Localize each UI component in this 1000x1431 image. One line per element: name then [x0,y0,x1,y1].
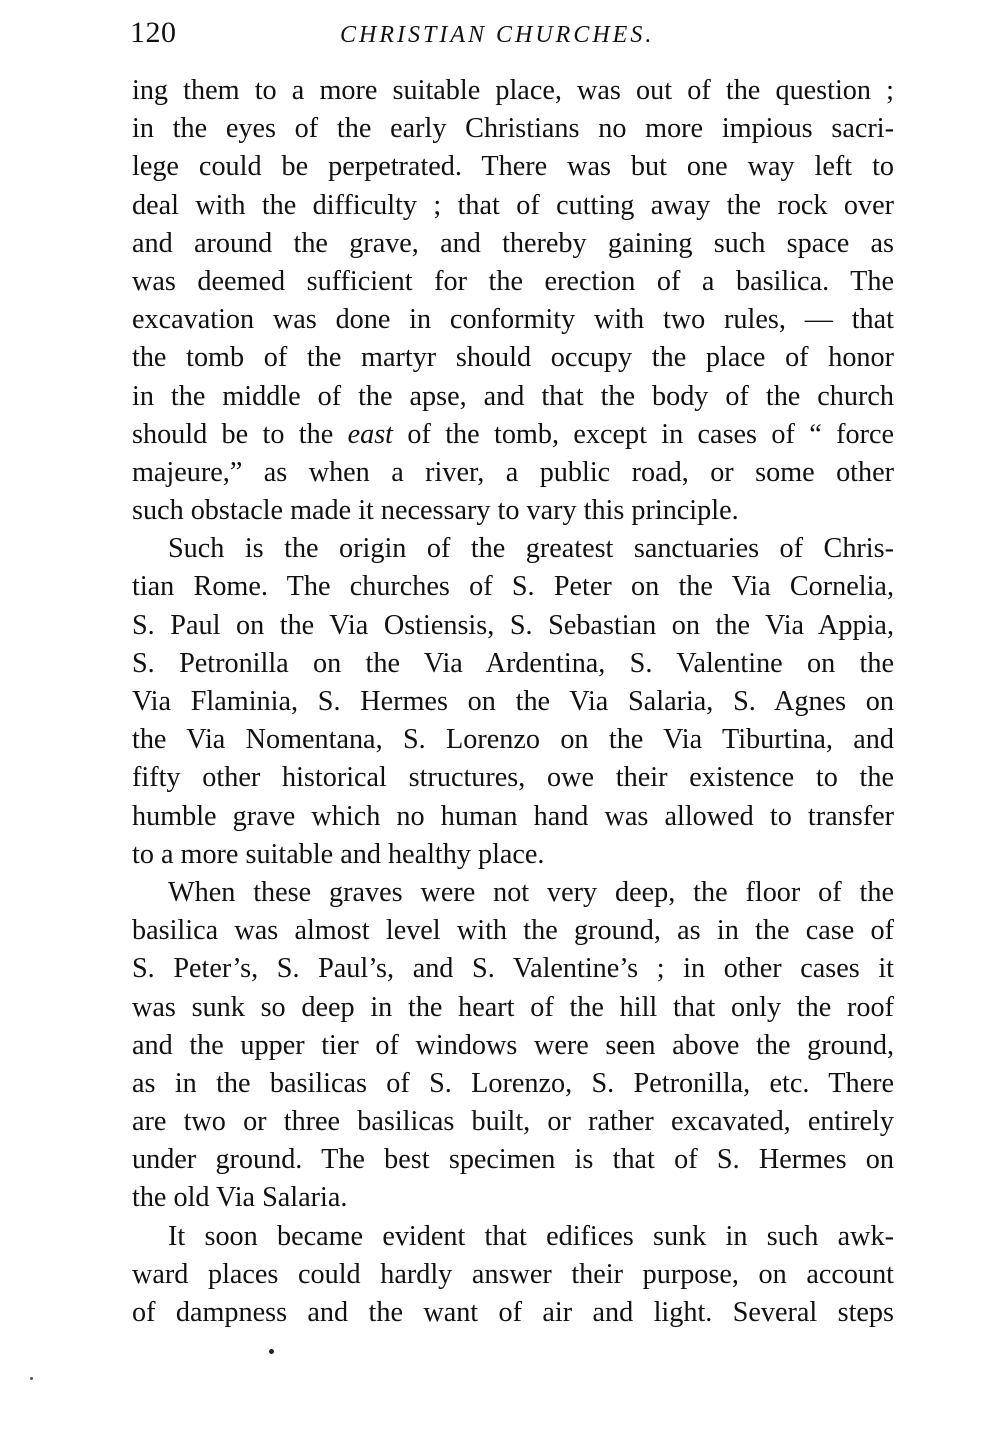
text-line: and around the grave, and thereby gaining such space as [132,227,894,259]
text-line: to a more suitable and healthy place. [132,838,545,870]
text-line: of dampness and the want of air and light. Several steps [132,1297,894,1328]
text-line: was deemed sufficient for the erection of a basilica. The [132,265,894,297]
text-line: under ground. The best specimen is that of S. Hermes on [132,1144,894,1176]
text-line: the tomb of the martyr should occupy the place of honor [132,342,894,374]
text-line: fifty other historical structures, owe their existence to the [132,762,894,794]
text-segment: should be to the [132,418,348,450]
text-segment: of the tomb, except in cases of “ force [393,418,894,450]
page-header [130,16,900,60]
text-line: in the eyes of the early Christians no more impious sacri- [132,113,894,145]
text-line: excavation was done in conformity with two rules, — that [132,304,894,336]
text-line: S. Petronilla on the Via Ardentina, S. Valentine on the [132,647,894,679]
body-text [132,72,894,1332]
text-line: Via Flaminia, S. Hermes on the Via Salaria, S. Agnes on [132,686,894,717]
text-line-with-emphasis [132,416,894,454]
text-line: the Via Nomentana, S. Lorenzo on the Via Tiburtina, and [132,724,894,756]
text-line: such obstacle made it necessary to vary this principle. [132,495,739,527]
paragraph-3 [132,874,894,1218]
text-line: Such is the origin of the greatest sanctuaries of Chris- [168,533,894,565]
text-line: deal with the difficulty ; that of cutting away the rock over [132,189,894,221]
text-line: When these graves were not very deep, the floor of the [168,876,894,908]
paragraph-1 [132,72,894,530]
text-line: majeure,” as when a river, a public road, or some other [132,456,894,488]
text-line: as in the basilicas of S. Lorenzo, S. Petronilla, etc. There [132,1067,894,1099]
text-line: are two or three basilicas built, or rather excavated, entirely [132,1106,894,1138]
text-line: was sunk so deep in the heart of the hill that only the roof [132,991,894,1023]
text-line: humble grave which no human hand was allowed to transfer [132,800,894,832]
text-line: It soon became evident that edifices sunk in such awk- [168,1220,894,1252]
text-line: S. Peter’s, S. Paul’s, and S. Valentine’s ; in other cases it [132,953,894,985]
text-line: ward places could hardly answer their purpose, on account [132,1258,894,1290]
paragraph-4 [132,1218,894,1333]
text-line: lege could be perpetrated. There was but one way left to [132,151,894,183]
text-line: the old Via Salaria. [132,1182,348,1214]
text-line: basilica was almost level with the ground, as in the case of [132,915,894,947]
paragraph-2 [132,530,894,874]
text-line: ing them to a more suitable place, was out of the question ; [132,75,894,106]
text-line: and the upper tier of windows were seen above the ground, [132,1029,894,1061]
page-number: 120 [130,16,177,49]
emphasized-word: east [347,418,393,450]
text-line: S. Paul on the Via Ostiensis, S. Sebastian on the Via Appia, [132,609,894,641]
text-line: tian Rome. The churches of S. Peter on the Via Cornelia, [132,571,894,603]
ink-speck [30,1377,33,1380]
ink-speck [269,1349,274,1354]
running-head: CHRISTIAN CHURCHES. [340,22,655,48]
text-line: in the middle of the apse, and that the body of the church [132,380,894,412]
